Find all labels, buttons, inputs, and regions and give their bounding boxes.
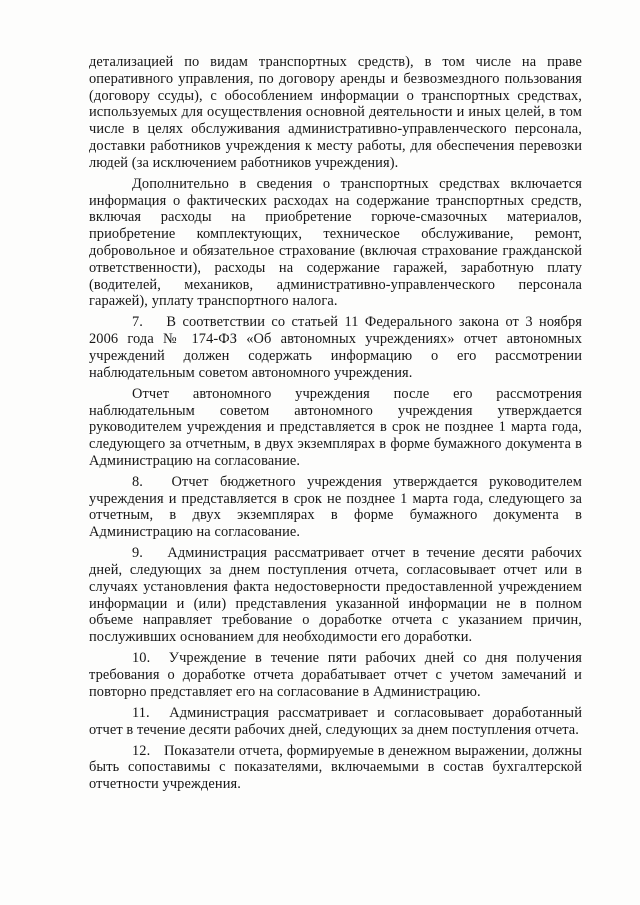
paragraph-item-12 — [89, 743, 582, 793]
item-number: 11. — [132, 704, 150, 721]
paragraph-text: В соответствии со статьей 11 Федерального закона от 3 ноября 2006 года № 174-ФЗ «Об автономных учреждениях» отчет автономных учреждений должен содержать информацию о его рассмотрении наблюдательным советом автономного учреждения. — [89, 314, 582, 381]
paragraph-vehicle-expenses — [89, 176, 582, 310]
paragraph-vehicle-details — [89, 54, 582, 172]
paragraph-text: Администрация рассматривает отчет в течение десяти рабочих дней, следующих за днем поступления отчета, согласовывает отчет или в случаях установления факта недостоверности предоставленной учреждением информации и (или) представления указанной информации не в полном объеме направляет требование о доработке отчета с указанием причин, послуживших основанием для необходимости его доработки. — [89, 545, 582, 646]
document-body — [89, 54, 582, 797]
paragraph-text: Дополнительно в сведения о транспортных средствах включается информация о фактических расходах на содержание транспортных средств, включая расходы на приобретение горюче-смазочных материалов, приобретение комплектующих, техническое обслуживание, ремонт, добровольное и обязательное страхование (включая страхование гражданской ответственности), расходы на содержание гаражей, заработную плату (водителей, механиков, административно-управленческого персонала гаражей), уплату транспортного налога. — [89, 175, 582, 310]
paragraph-text: Учреждение в течение пяти рабочих дней со дня получения требования о доработке отчета дорабатывает отчет с учетом замечаний и повторно представляет его на согласование в Администрацию. — [89, 650, 583, 700]
paragraph-autonomous-report — [89, 386, 582, 470]
item-number: 8. — [132, 473, 143, 490]
paragraph-text: Отчет бюджетного учреждения утверждается руководителем учреждения и представляется в срок не позднее 1 марта года, следующего за отчетным, в двух экземплярах в форме бумажного документа в Администрацию на согласование. — [89, 473, 582, 541]
item-number: 9. — [132, 545, 143, 562]
paragraph-text: детализацией по видам транспортных средств), в том числе на праве оперативного управления, по договору аренды и безвозмездного пользования (договору ссуды), с обособлением информации о транспортных средствах, используемых для осуществления основной деятельности и иных целей, в том числе в целях обслуживания административно-управленческого персонала, доставки работников учреждения к месту работы, для обеспечения перевозки людей (за исключением работников учреждения). — [89, 54, 582, 171]
item-number: 12. — [132, 742, 151, 759]
paragraph-item-11 — [89, 705, 582, 739]
paragraph-text: Отчет автономного учреждения после его рассмотрения наблюдательным советом автономного учреждения утверждается руководителем учреждения и представляется в срок не позднее 1 марта года, следующего за отчетным, в двух экземплярах в форме бумажного документа в Администрацию на согласование. — [89, 385, 582, 469]
paragraph-text: Показатели отчета, формируемые в денежном выражении, должны быть сопоставимы с показателями, включаемыми в состав бухгалтерской отчетности учреждения. — [89, 742, 583, 793]
paragraph-item-7 — [89, 314, 582, 381]
paragraph-item-9 — [89, 545, 582, 646]
paragraph-text: Администрация рассматривает и согласовывает доработанный отчет в течение десяти рабочих дней, следующих за днем поступления отчета. — [89, 704, 582, 738]
paragraph-item-10 — [89, 650, 582, 700]
item-number: 10. — [132, 650, 151, 667]
item-number: 7. — [132, 314, 143, 331]
paragraph-item-8 — [89, 474, 582, 541]
